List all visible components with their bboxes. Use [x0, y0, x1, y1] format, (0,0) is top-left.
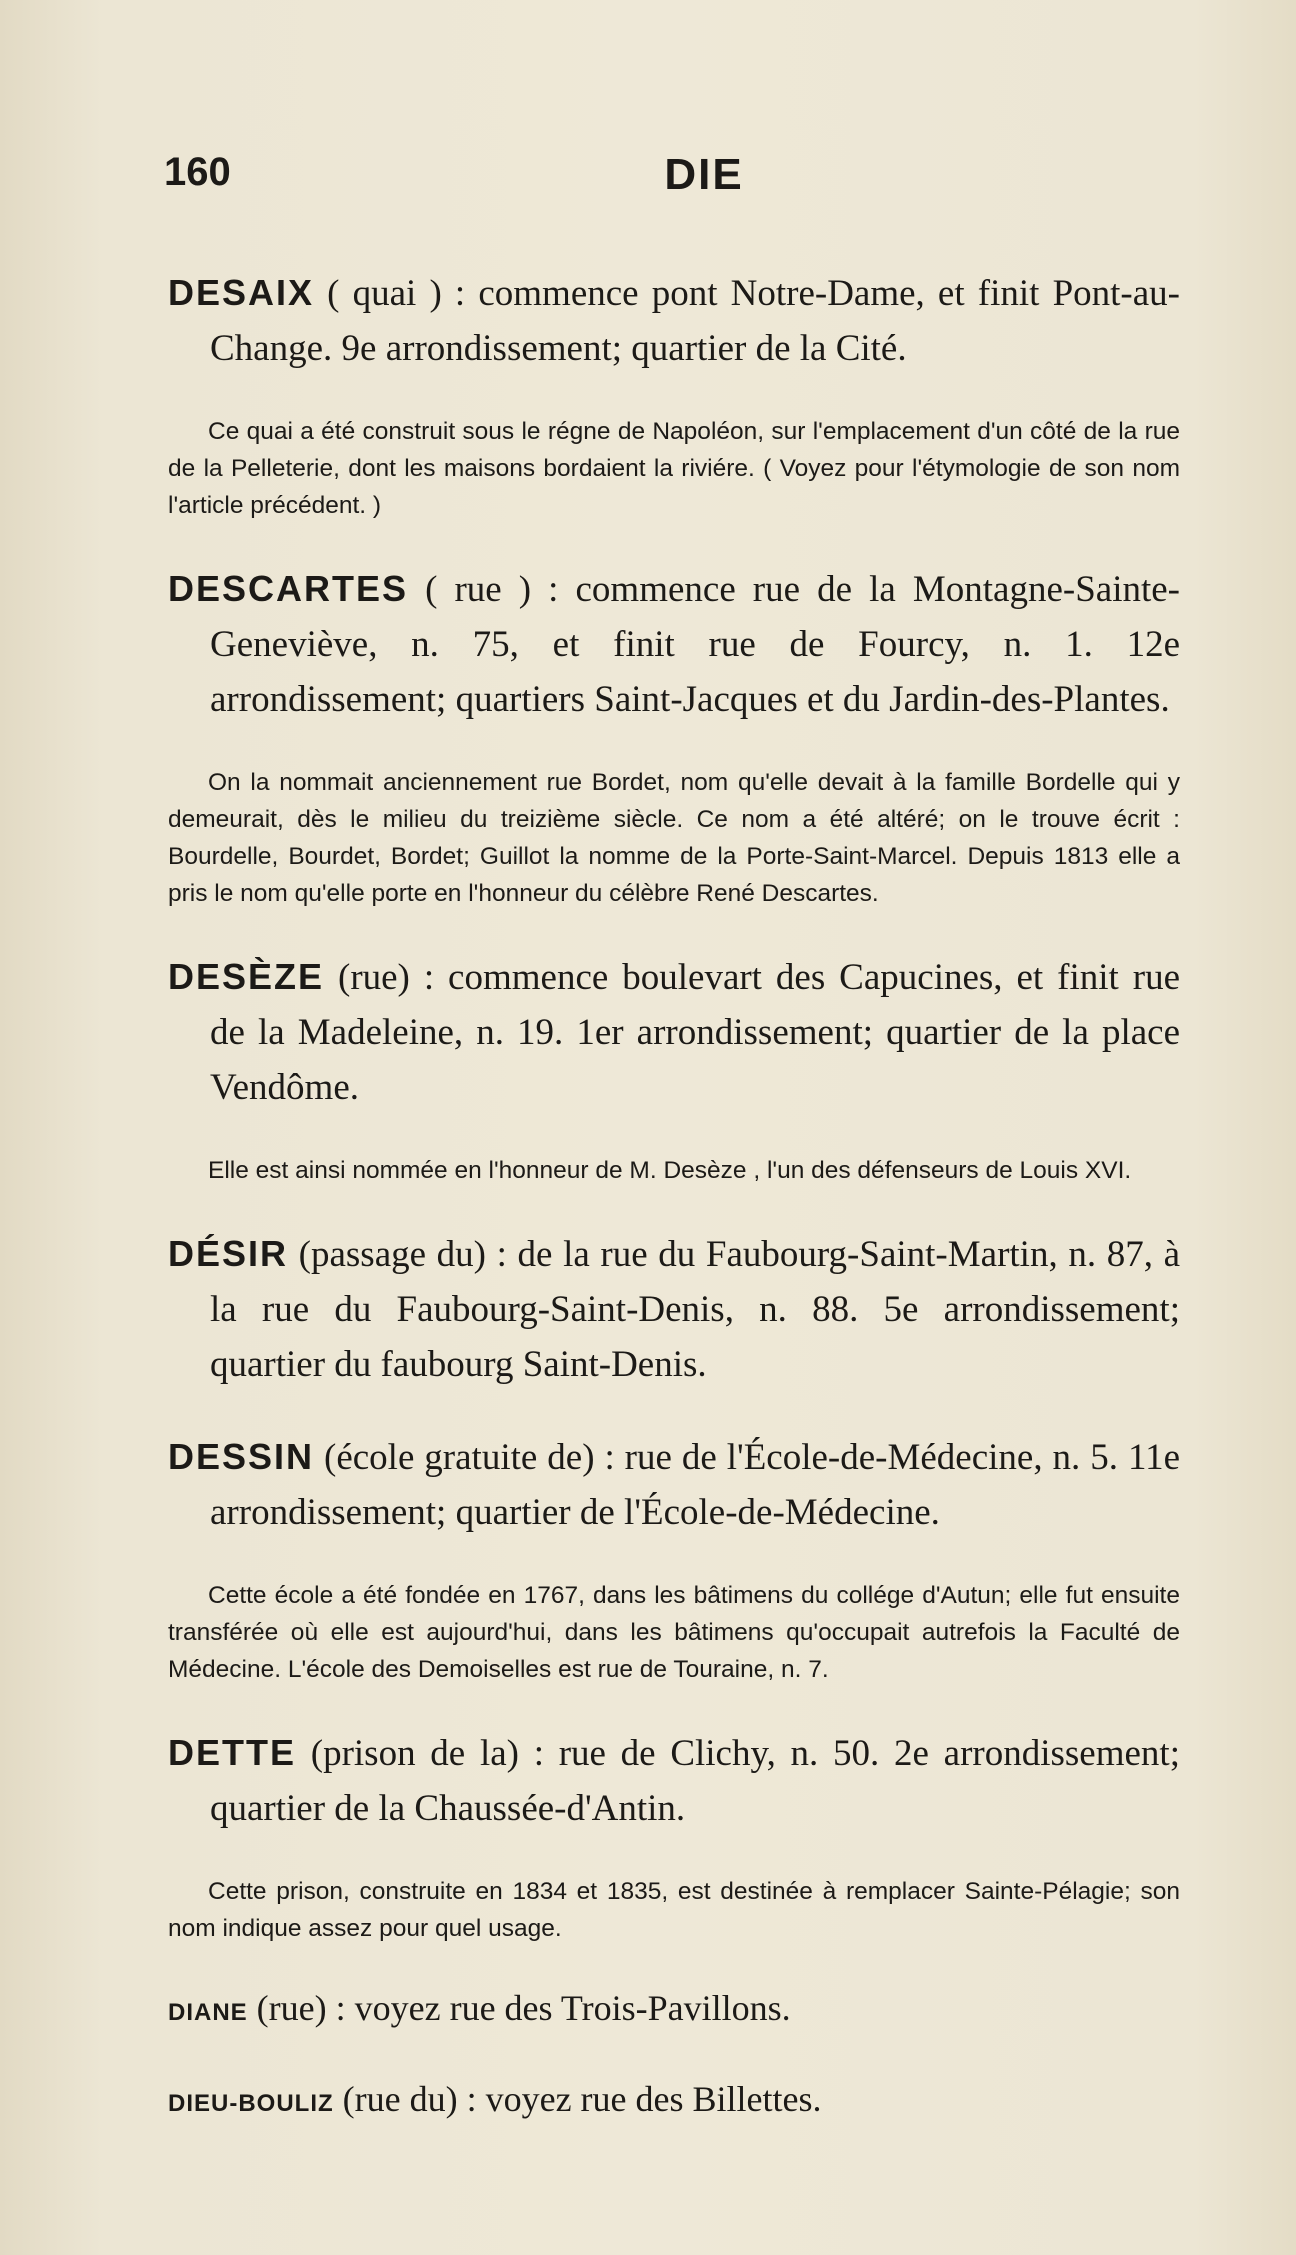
entry-note: Ce quai a été construit sous le régne de Napoléon, sur l'emplacement d'un côté de la rue de la Pelleterie, dont les maisons bordaient la riviére. ( Voyez pour l'étymologie de son nom l'article précédent. )	[168, 418, 1180, 519]
entry-dieu-bouliz	[168, 2074, 1180, 2129]
dictionary-entries	[168, 228, 1180, 2165]
entry-text: (prison de la) : rue de Clichy, n. 50. 2e arrondissement; quartier de la Chaussée-d'Antin.	[210, 1733, 1180, 1829]
entry-deseze	[168, 949, 1180, 1189]
entry-text: (école gratuite de) : rue de l'École-de-Médecine, n. 5. 11e arrondissement; quartier de l'École-de-Médecine.	[210, 1437, 1180, 1533]
running-title: DIE	[664, 150, 744, 199]
page-number: 160	[164, 150, 231, 194]
entry-text: (rue du) : voyez rue des Billettes.	[333, 2079, 822, 2119]
entry-text: (rue) : commence boulevart des Capucines, et finit rue de la Madeleine, n. 19. 1er arrondissement; quartier de la place Vendôme.	[210, 957, 1180, 1108]
entry-dette	[168, 1725, 1180, 1947]
entry-note: Cette école a été fondée en 1767, dans les bâtimens du collége d'Autun; elle fut ensuite transférée où elle est aujourd'hui, dans les bâtimens qu'occupait autrefois la Faculté de Médecine. L'école des Demoiselles est rue de Touraine, n. 7.	[168, 1582, 1180, 1683]
entry-headword: DETTE	[168, 1732, 297, 1773]
entry-dessin	[168, 1429, 1180, 1688]
entry-note: Cette prison, construite en 1834 et 1835, est destinée à remplacer Sainte-Pélagie; son nom indique assez pour quel usage.	[168, 1878, 1180, 1942]
entry-headword: DESÈZE	[168, 956, 325, 997]
entry-desir	[168, 1226, 1180, 1392]
entry-text: ( rue ) : commence rue de la Montagne-Sainte-Geneviève, n. 75, et finit rue de Fourcy, n. 1. 12e arrondissement; quartiers Saint-Jacques et du Jardin-des-Plantes.	[210, 569, 1180, 720]
running-head	[164, 150, 1184, 210]
entry-diane	[168, 1983, 1180, 2038]
entry-note: Elle est ainsi nommée en l'honneur de M. Desèze , l'un des défenseurs de Louis XVI.	[208, 1157, 1132, 1184]
entry-note: On la nommait anciennement rue Bordet, nom qu'elle devait à la famille Bordelle qui y demeurait, dès le milieu du treizième siècle. Ce nom a été altéré; on le trouve écrit : Bourdelle, Bourdet, Bordet; Guillot la nomme de la Porte-Saint-Marcel. Depuis 1813 elle a pris le nom qu'elle porte en l'honneur du célèbre René Descartes.	[168, 769, 1180, 907]
entry-text: (rue) : voyez rue des Trois-Pavillons.	[247, 1988, 791, 2028]
entry-desaix	[168, 265, 1180, 524]
entry-descartes	[168, 561, 1180, 912]
entry-headword: DESCARTES	[168, 568, 409, 609]
entry-headword: DIANE	[168, 1999, 248, 2026]
entry-headword: DIEU-BOULIZ	[168, 2090, 334, 2117]
entry-headword: DÉSIR	[168, 1233, 289, 1274]
entry-text: ( quai ) : commence pont Notre-Dame, et finit Pont-au-Change. 9e arrondissement; quartier de la Cité.	[210, 273, 1180, 369]
entry-text: (passage du) : de la rue du Faubourg-Saint-Martin, n. 87, à la rue du Faubourg-Saint-Denis, n. 88. 5e arrondissement; quartier du faubourg Saint-Denis.	[210, 1234, 1180, 1385]
entry-headword: DESAIX	[168, 272, 315, 313]
entry-headword: DESSIN	[168, 1436, 315, 1477]
